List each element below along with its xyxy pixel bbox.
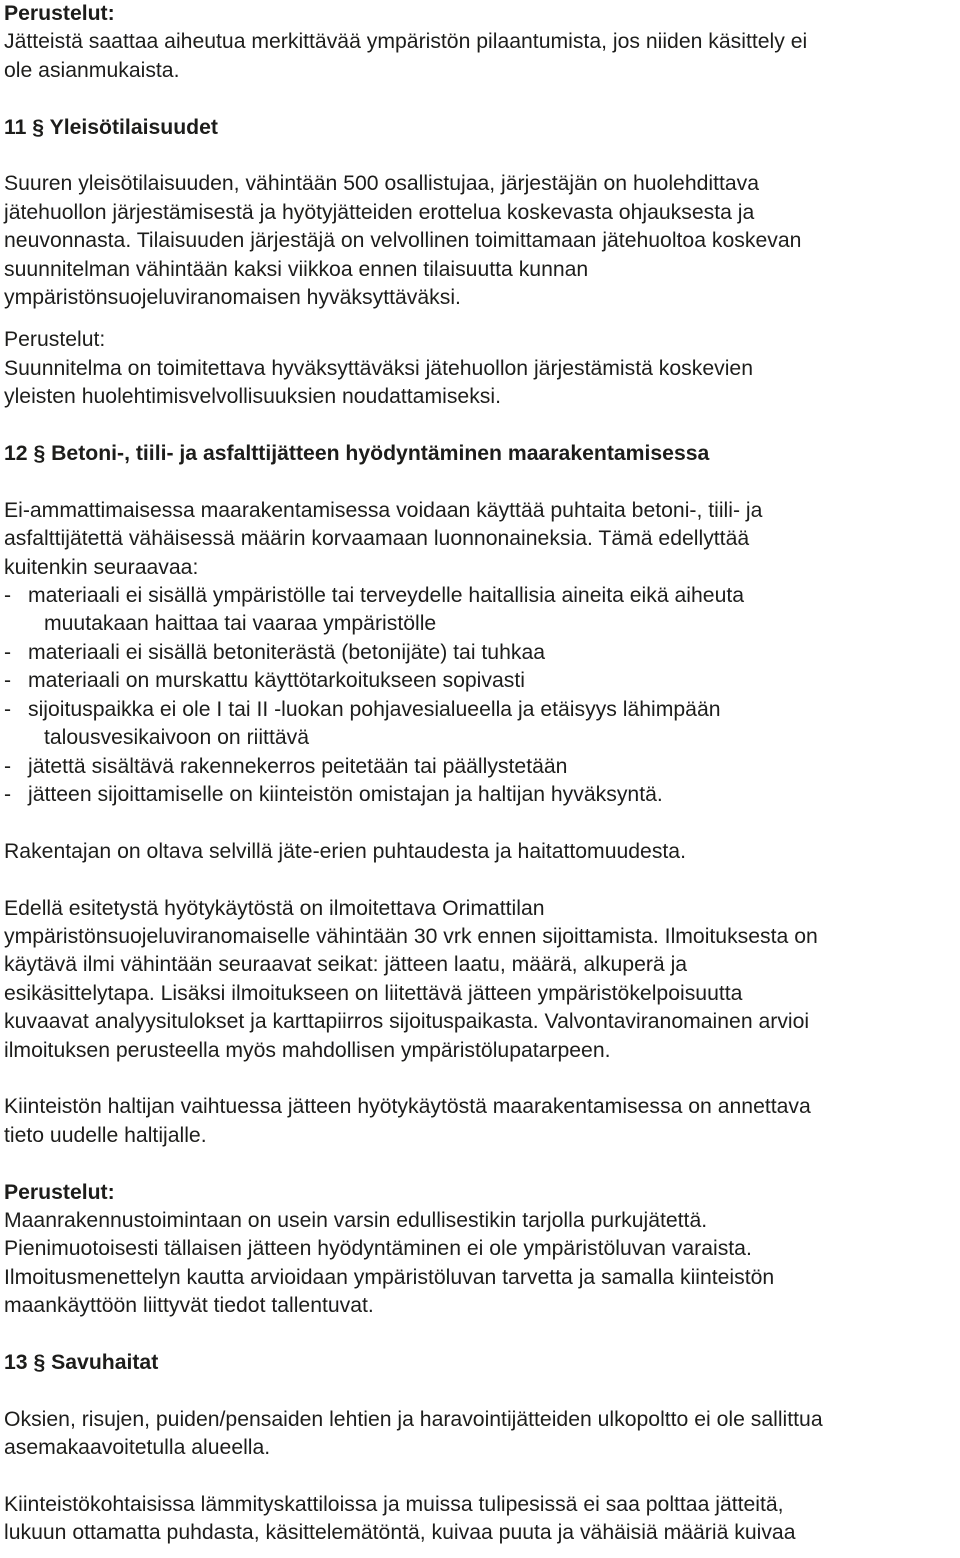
- list-item-text: sijoituspaikka ei ole I tai II -luokan pohjavesialueella ja etäisyys lähimpään: [28, 697, 721, 721]
- list-item-text: materiaali on murskattu käyttötarkoitukseen sopivasti: [28, 669, 525, 693]
- paragraph-line: lukuun ottamatta puhdasta, käsittelemätöntä, kuivaa puuta ja vähäisiä määriä kuivaa: [4, 1521, 796, 1545]
- paragraph-line: kuitenkin seuraavaa:: [4, 555, 199, 579]
- list-dash: -: [4, 697, 12, 721]
- paragraph-line: asfalttijätettä vähäisessä määrin korvaamaan luonnonaineksia. Tämä edellyttää: [4, 527, 750, 551]
- section-10-tail: [4, 0, 956, 85]
- paragraph-line: tieto uudelle haltijalle.: [4, 1123, 207, 1147]
- paragraph-line: ympäristönsuojeluviranomaiselle vähintään 30 vrk ennen sijoittamista. Ilmoituksesta on: [4, 924, 818, 948]
- paragraph-line: ympäristönsuojeluviranomaisen hyväksyttäväksi.: [4, 286, 461, 310]
- list-item: [4, 639, 956, 667]
- list-dash: -: [4, 584, 12, 608]
- requirements-list: [4, 582, 956, 809]
- list-item: [4, 781, 956, 809]
- paragraph-line: Jätteistä saattaa aiheutua merkittävää ympäristön pilaantumista, jos niiden käsittely ei: [4, 30, 808, 54]
- paragraph-line: ilmoituksen perusteella myös mahdollisen ympäristölupatarpeen.: [4, 1038, 611, 1062]
- list-dash: -: [4, 640, 12, 664]
- paragraph-line: kuvaavat analyysitulokset ja karttapiirros sijoituspaikasta. Valvontaviranomainen arvioi: [4, 1010, 810, 1034]
- paragraph-line: Rakentajan on oltava selvillä jäte-erien puhtaudesta ja haitattomuudesta.: [4, 839, 686, 863]
- paragraph-line: suunnitelman vähintään kaksi viikkoa ennen tilaisuutta kunnan: [4, 257, 589, 281]
- list-dash: -: [4, 754, 12, 778]
- list-item: [4, 667, 956, 695]
- perustelut-label: Perustelut:: [4, 1180, 115, 1204]
- paragraph-line: käytävä ilmi vähintään seuraavat seikat: jätteen laatu, määrä, alkuperä ja: [4, 953, 688, 977]
- section-13: [4, 1349, 956, 1548]
- perustelut-label: Perustelut:: [4, 328, 106, 352]
- list-item: [4, 753, 956, 781]
- paragraph-line: Kiinteistökohtaisissa lämmityskattiloissa ja muissa tulipesissä ei saa polttaa jätteitä,: [4, 1492, 784, 1516]
- paragraph-line: Suuren yleisötilaisuuden, vähintään 500 osallistujaa, järjestäjän on huolehdittava: [4, 172, 760, 196]
- list-item: [4, 582, 956, 639]
- paragraph-line: Pienimuotoisesti tällaisen jätteen hyödyntäminen ei ole ympäristöluvan varaista.: [4, 1237, 752, 1261]
- section-heading: 12 § Betoni-, tiili- ja asfalttijätteen hyödyntäminen maarakentamisessa: [4, 442, 710, 466]
- paragraph-line: asemakaavoitetulla alueella.: [4, 1436, 271, 1460]
- paragraph-line: Ei-ammattimaisessa maarakentamisessa voidaan käyttää puhtaita betoni-, tiili- ja: [4, 498, 763, 522]
- section-heading: 11 § Yleisötilaisuudet: [4, 115, 218, 139]
- document-page: [4, 0, 956, 1548]
- paragraph-line: Oksien, risujen, puiden/pensaiden lehtien ja haravointijätteiden ulkopoltto ei ole sallittua: [4, 1407, 823, 1431]
- list-item: [4, 696, 956, 753]
- list-item-text: jätteen sijoittamiselle on kiinteistön omistajan ja haltijan hyväksyntä.: [28, 782, 663, 806]
- list-item-text: jätettä sisältävä rakennekerros peitetään tai päällystetään: [28, 754, 568, 778]
- list-item-text: materiaali ei sisällä betoniterästä (betonijäte) tai tuhkaa: [28, 640, 546, 664]
- section-12: [4, 440, 956, 1321]
- paragraph-line: ole asianmukaista.: [4, 58, 180, 82]
- perustelut-label: Perustelut:: [4, 2, 115, 25]
- paragraph-line: Kiinteistön haltijan vaihtuessa jätteen hyötykäytöstä maarakentamisessa on annettava: [4, 1095, 811, 1119]
- paragraph-line: Ilmoitusmenettelyn kautta arvioidaan ympäristöluvan tarvetta ja samalla kiinteistön: [4, 1265, 775, 1289]
- paragraph-line: maankäyttöön liittyvät tiedot tallentuvat.: [4, 1294, 374, 1318]
- list-dash: -: [4, 669, 12, 693]
- section-heading: 13 § Savuhaitat: [4, 1350, 159, 1374]
- section-11: [4, 114, 956, 412]
- list-item-continuation: muutakaan haittaa tai vaaraa ympäristölle: [44, 612, 437, 636]
- paragraph-line: Edellä esitetystä hyötykäytöstä on ilmoitettava Orimattilan: [4, 896, 545, 920]
- paragraph-line: Maanrakennustoimintaan on usein varsin edullisestikin tarjolla purkujätettä.: [4, 1208, 708, 1232]
- list-item-continuation: talousvesikaivoon on riittävä: [44, 726, 309, 750]
- paragraph-line: esikäsittelytapa. Lisäksi ilmoitukseen on liitettävä jätteen ympäristökelpoisuutta: [4, 981, 743, 1005]
- paragraph-line: jätehuollon järjestämisestä ja hyötyjätteiden erottelua koskevasta ohjauksesta ja: [4, 200, 755, 224]
- list-dash: -: [4, 782, 12, 806]
- paragraph-line: yleisten huolehtimisvelvollisuuksien noudattamiseksi.: [4, 385, 501, 409]
- list-item-text: materiaali ei sisällä ympäristölle tai terveydelle haitallisia aineita eikä aiheuta: [28, 584, 745, 608]
- paragraph-line: Suunnitelma on toimitettava hyväksyttäväksi jätehuollon järjestämistä koskevien: [4, 356, 754, 380]
- paragraph-line: neuvonnasta. Tilaisuuden järjestäjä on velvollinen toimittamaan jätehuoltoa koskevan: [4, 229, 802, 253]
